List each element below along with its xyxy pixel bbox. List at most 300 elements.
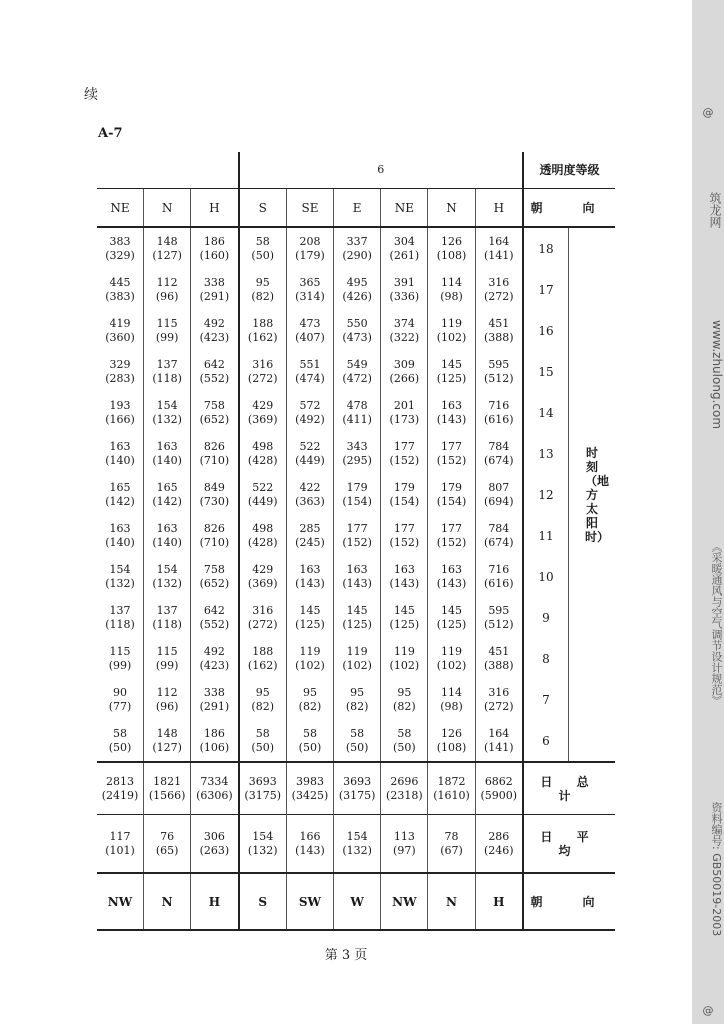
page-footer: 第 3 页 [324,948,368,963]
table-cell [97,556,144,597]
cell-value-kj: (140) [152,535,182,549]
table-cell [239,762,287,815]
cell-value: 163 [109,521,131,535]
cell-value: 164 [488,234,510,248]
solar-radiation-table [97,152,615,931]
header-direction: N [428,189,475,228]
table-cell [475,474,523,515]
footer-direction: SW [286,873,333,930]
sidebar-circle-top: @ [702,106,714,119]
hour-cell: 13 [523,433,569,474]
table-cell [428,515,475,556]
table-row [97,638,615,679]
cell-value-kj: (730) [199,494,230,508]
table-cell [191,310,239,351]
cell-value-kj: (125) [295,617,325,631]
table-cell [286,679,333,720]
table-cell [239,597,287,638]
cell-value-kj: (710) [199,453,230,467]
header-transparency-label: 透明度等级 [523,152,615,189]
table-cell [239,310,287,351]
table-cell [144,515,191,556]
cell-value-kj: (50) [251,248,275,262]
cell-value-kj: (474) [295,371,325,385]
cell-value-kj: (50) [108,740,132,754]
table-cell [475,815,523,874]
table-cell [239,227,287,269]
header-direction: NE [97,189,144,228]
cell-value-kj: (2419) [101,788,139,802]
cell-value-kj: (65) [155,843,179,857]
cell-value-kj: (1610) [433,788,470,802]
cell-value: 329 [109,357,131,371]
hour-cell: 17 [523,269,569,310]
cell-value: 758 [203,562,225,576]
cell-value-kj: (674) [484,453,514,467]
cell-value-kj: (552) [199,617,230,631]
cell-value-kj: (152) [389,453,420,467]
table-cell [381,762,428,815]
header-direction: NE [381,189,428,228]
table-cell [286,310,333,351]
hour-cell: 10 [523,556,569,597]
table-row [97,351,615,392]
cell-value: 343 [346,439,368,453]
table-cell [381,269,428,310]
table-cell [286,269,333,310]
cell-value: 498 [252,439,274,453]
cell-value: 2813 [106,774,135,788]
cell-value: 154 [109,562,131,576]
cell-value: 595 [488,603,510,617]
table-cell [381,638,428,679]
table-cell [475,269,523,310]
cell-value: 145 [441,603,463,617]
hour-cell: 8 [523,638,569,679]
cell-value-kj: (102) [342,658,372,672]
header-orientation-label: 朝 向 [523,189,615,228]
cell-value-kj: (67) [440,843,463,857]
cell-value-kj: (102) [295,658,325,672]
table-cell [239,351,287,392]
cell-value-kj: (143) [436,412,467,426]
cell-value-kj: (82) [298,699,322,713]
cell-value-kj: (132) [152,576,182,590]
header-direction: SE [286,189,333,228]
table-cell [428,556,475,597]
cell-value-kj: (132) [105,576,135,590]
cell-value-kj: (96) [155,699,179,713]
cell-value-kj: (125) [389,617,420,631]
cell-value: 148 [156,234,178,248]
table-cell [428,227,475,269]
table-cell [334,762,381,815]
table-cell [334,351,381,392]
cell-value: 115 [156,316,178,330]
cell-value-kj: (449) [247,494,278,508]
cell-value: 186 [203,234,225,248]
cell-value: 193 [109,398,131,412]
cell-value: 177 [441,521,463,535]
table-cell [191,597,239,638]
cell-value-kj: (383) [105,289,135,303]
table-cell [191,638,239,679]
cell-value-kj: (272) [484,289,514,303]
cell-value-kj: (512) [484,371,514,385]
cell-value-kj: (5900) [480,788,518,802]
cell-value: 164 [488,726,510,740]
cell-value: 90 [113,685,128,699]
table-cell [191,433,239,474]
table-cell [239,392,287,433]
cell-value-kj: (449) [295,453,325,467]
table-cell [286,474,333,515]
cell-value: 177 [393,521,415,535]
table-cell [475,597,523,638]
table-row [97,474,615,515]
table-row [97,310,615,351]
cell-value: 3693 [248,774,277,788]
table-cell [97,638,144,679]
table-cell [97,474,144,515]
table-cell [191,474,239,515]
cell-value: 186 [203,726,225,740]
cell-value-kj: (1566) [148,788,186,802]
table-cell [428,474,475,515]
table-cell [144,269,191,310]
table-cell [428,815,475,874]
table-cell [191,815,239,874]
time-label-cell [569,227,616,762]
table-cell [428,762,475,815]
table-cell [144,310,191,351]
table-cell [144,433,191,474]
table-cell [191,392,239,433]
cell-value-kj: (329) [105,248,135,262]
cell-value-kj: (272) [484,699,514,713]
cell-value-kj: (6306) [196,788,233,802]
table-cell [286,720,333,762]
cell-value-kj: (97) [393,843,416,857]
cell-value: 58 [397,726,412,740]
table-cell [144,638,191,679]
table-cell [286,515,333,556]
cell-value: 163 [156,439,178,453]
cell-value-kj: (245) [295,535,325,549]
hour-cell: 12 [523,474,569,515]
cell-value: 374 [393,316,415,330]
cell-value-kj: (143) [295,576,325,590]
cell-value-kj: (102) [436,658,467,672]
footer-direction: S [239,873,287,930]
cell-value-kj: (369) [247,576,278,590]
table-cell [144,679,191,720]
table-cell [97,351,144,392]
cell-value-kj: (118) [152,617,182,631]
header-direction: S [239,189,287,228]
cell-value: 784 [488,521,510,535]
cell-value-kj: (154) [436,494,467,508]
table-row [97,515,615,556]
cell-value-kj: (272) [247,371,278,385]
cell-value: 316 [252,603,274,617]
footer-direction: H [475,873,523,930]
table-cell [286,392,333,433]
footer-direction: N [428,873,475,930]
header-row-directions [97,189,615,228]
cell-value-kj: (108) [436,248,467,262]
cell-value: 112 [156,275,178,289]
cell-value-kj: (263) [199,843,230,857]
cell-value: 419 [109,316,131,330]
table-cell [381,597,428,638]
table-row [97,269,615,310]
daily-total-row-label: 日 总 计 [523,762,615,815]
table-cell [286,556,333,597]
cell-value: 338 [203,685,225,699]
cell-value: 286 [488,829,510,843]
daily-total-row [97,762,615,815]
cell-value: 807 [488,480,510,494]
cell-value-kj: (652) [199,412,230,426]
table-cell [191,351,239,392]
cell-value-kj: (246) [484,843,514,857]
table-cell [144,556,191,597]
hour-cell: 15 [523,351,569,392]
cell-value-kj: (512) [484,617,514,631]
cell-value: 784 [488,439,510,453]
table-cell [334,310,381,351]
table-cell [286,433,333,474]
cell-value-kj: (108) [436,740,467,754]
cell-value-kj: (98) [440,289,463,303]
cell-value-kj: (50) [251,740,275,754]
cell-value: 148 [156,726,178,740]
watermark-sidebar [692,0,724,1024]
table-cell [428,720,475,762]
cell-value-kj: (363) [295,494,325,508]
table-cell [381,515,428,556]
cell-value: 188 [252,644,274,658]
cell-value: 137 [109,603,131,617]
table-cell [475,556,523,597]
table-cell [97,815,144,874]
cell-value: 492 [203,644,225,658]
cell-value-kj: (423) [199,658,230,672]
table-cell [191,762,239,815]
cell-value: 316 [488,685,510,699]
cell-value: 306 [203,829,225,843]
cell-value: 119 [441,644,463,658]
cell-value: 309 [393,357,415,371]
cell-value: 154 [156,562,178,576]
table-cell [97,433,144,474]
table-cell [475,392,523,433]
cell-value: 6862 [484,774,513,788]
cell-value: 177 [393,439,415,453]
cell-value-kj: (388) [484,658,514,672]
cell-value: 154 [156,398,178,412]
sidebar-circle-bottom: @ [702,1004,714,1017]
cell-value-kj: (141) [484,740,514,754]
table-cell [97,720,144,762]
table-cell [286,597,333,638]
cell-value-kj: (173) [389,412,420,426]
table-cell [286,351,333,392]
cell-value: 7334 [200,774,229,788]
cell-value-kj: (616) [484,576,514,590]
cell-value: 119 [393,644,415,658]
cell-value-kj: (132) [152,412,182,426]
cell-value: 338 [203,275,225,289]
cell-value: 550 [346,316,368,330]
table-cell [334,515,381,556]
cell-value-kj: (132) [342,843,372,857]
cell-value-kj: (82) [393,699,416,713]
footer-direction: NW [381,873,428,930]
cell-value-kj: (140) [105,453,135,467]
cell-value: 179 [393,480,415,494]
table-cell [428,351,475,392]
cell-value-kj: (552) [199,371,230,385]
table-cell [428,638,475,679]
cell-value-kj: (616) [484,412,514,426]
cell-value: 3983 [295,774,324,788]
cell-value: 478 [346,398,368,412]
cell-value-kj: (82) [251,289,275,303]
cell-value-kj: (162) [247,330,278,344]
cell-value-kj: (272) [247,617,278,631]
cell-value: 716 [488,398,510,412]
table-row [97,679,615,720]
table-cell [381,351,428,392]
cell-value: 642 [203,603,225,617]
cell-value: 2696 [390,774,419,788]
cell-value-kj: (99) [108,658,132,672]
cell-value-kj: (3425) [291,788,329,802]
cell-value-kj: (322) [389,330,420,344]
cell-value: 126 [441,234,463,248]
cell-value: 163 [441,398,463,412]
table-cell [475,679,523,720]
cell-value-kj: (143) [436,576,467,590]
cell-value: 126 [441,726,463,740]
cell-value: 391 [393,275,415,289]
table-cell [191,720,239,762]
table-cell [97,679,144,720]
cell-value: 95 [302,685,317,699]
table-cell [381,556,428,597]
cell-value: 163 [393,562,415,576]
table-cell [144,351,191,392]
cell-value: 163 [346,562,368,576]
cell-value-kj: (290) [342,248,372,262]
cell-value-kj: (652) [199,576,230,590]
footer-orientation-label: 朝 向 [523,873,615,930]
cell-value-kj: (291) [199,289,230,303]
footer-row-directions [97,873,615,930]
table-cell [334,597,381,638]
table-cell [334,227,381,269]
cell-value-kj: (77) [108,699,132,713]
table-cell [191,679,239,720]
cell-value-kj: (428) [247,453,278,467]
cell-value-kj: (291) [199,699,230,713]
hour-cell: 11 [523,515,569,556]
cell-value: 119 [441,316,463,330]
table-cell [334,392,381,433]
table-cell [239,720,287,762]
cell-value: 201 [393,398,415,412]
cell-value: 498 [252,521,274,535]
hour-cell: 16 [523,310,569,351]
cell-value: 145 [346,603,368,617]
cell-value: 304 [393,234,415,248]
table-cell [475,351,523,392]
cell-value-kj: (102) [389,658,420,672]
cell-value-kj: (369) [247,412,278,426]
cell-value-kj: (127) [152,248,182,262]
table-row [97,556,615,597]
cell-value-kj: (101) [105,843,135,857]
table-cell [381,310,428,351]
cell-value: 451 [488,644,510,658]
header-direction: H [475,189,523,228]
table-cell [334,679,381,720]
cell-value: 119 [346,644,368,658]
table-cell [97,515,144,556]
table-cell [286,762,333,815]
cell-value: 166 [299,829,321,843]
table-cell [286,815,333,874]
table-cell [191,269,239,310]
cell-value: 154 [346,829,368,843]
cell-value-kj: (3175) [338,788,376,802]
table-cell [144,392,191,433]
cell-value-kj: (154) [342,494,372,508]
cell-value: 115 [109,644,131,658]
cell-value-kj: (360) [105,330,135,344]
cell-value-kj: (143) [389,576,420,590]
cell-value: 285 [299,521,321,535]
cell-value-kj: (314) [295,289,325,303]
cell-value-kj: (152) [342,535,372,549]
cell-value: 137 [156,603,178,617]
cell-value-kj: (98) [440,699,463,713]
cell-value-kj: (125) [342,617,372,631]
table-cell [475,227,523,269]
table-cell [144,762,191,815]
cell-value: 429 [252,562,274,576]
cell-value-kj: (261) [389,248,420,262]
table-cell [97,227,144,269]
cell-value-kj: (140) [152,453,182,467]
table-cell [97,597,144,638]
table-cell [239,269,287,310]
cell-value: 58 [255,234,270,248]
cell-value-kj: (142) [105,494,135,508]
cell-value-kj: (127) [152,740,182,754]
cell-value: 316 [252,357,274,371]
hour-cell: 9 [523,597,569,638]
cell-value-kj: (106) [199,740,230,754]
cell-value-kj: (3175) [244,788,281,802]
cell-value-kj: (179) [295,248,325,262]
table-cell [381,679,428,720]
cell-value: 1872 [437,774,466,788]
cell-value-kj: (50) [393,740,416,754]
header-direction: N [144,189,191,228]
